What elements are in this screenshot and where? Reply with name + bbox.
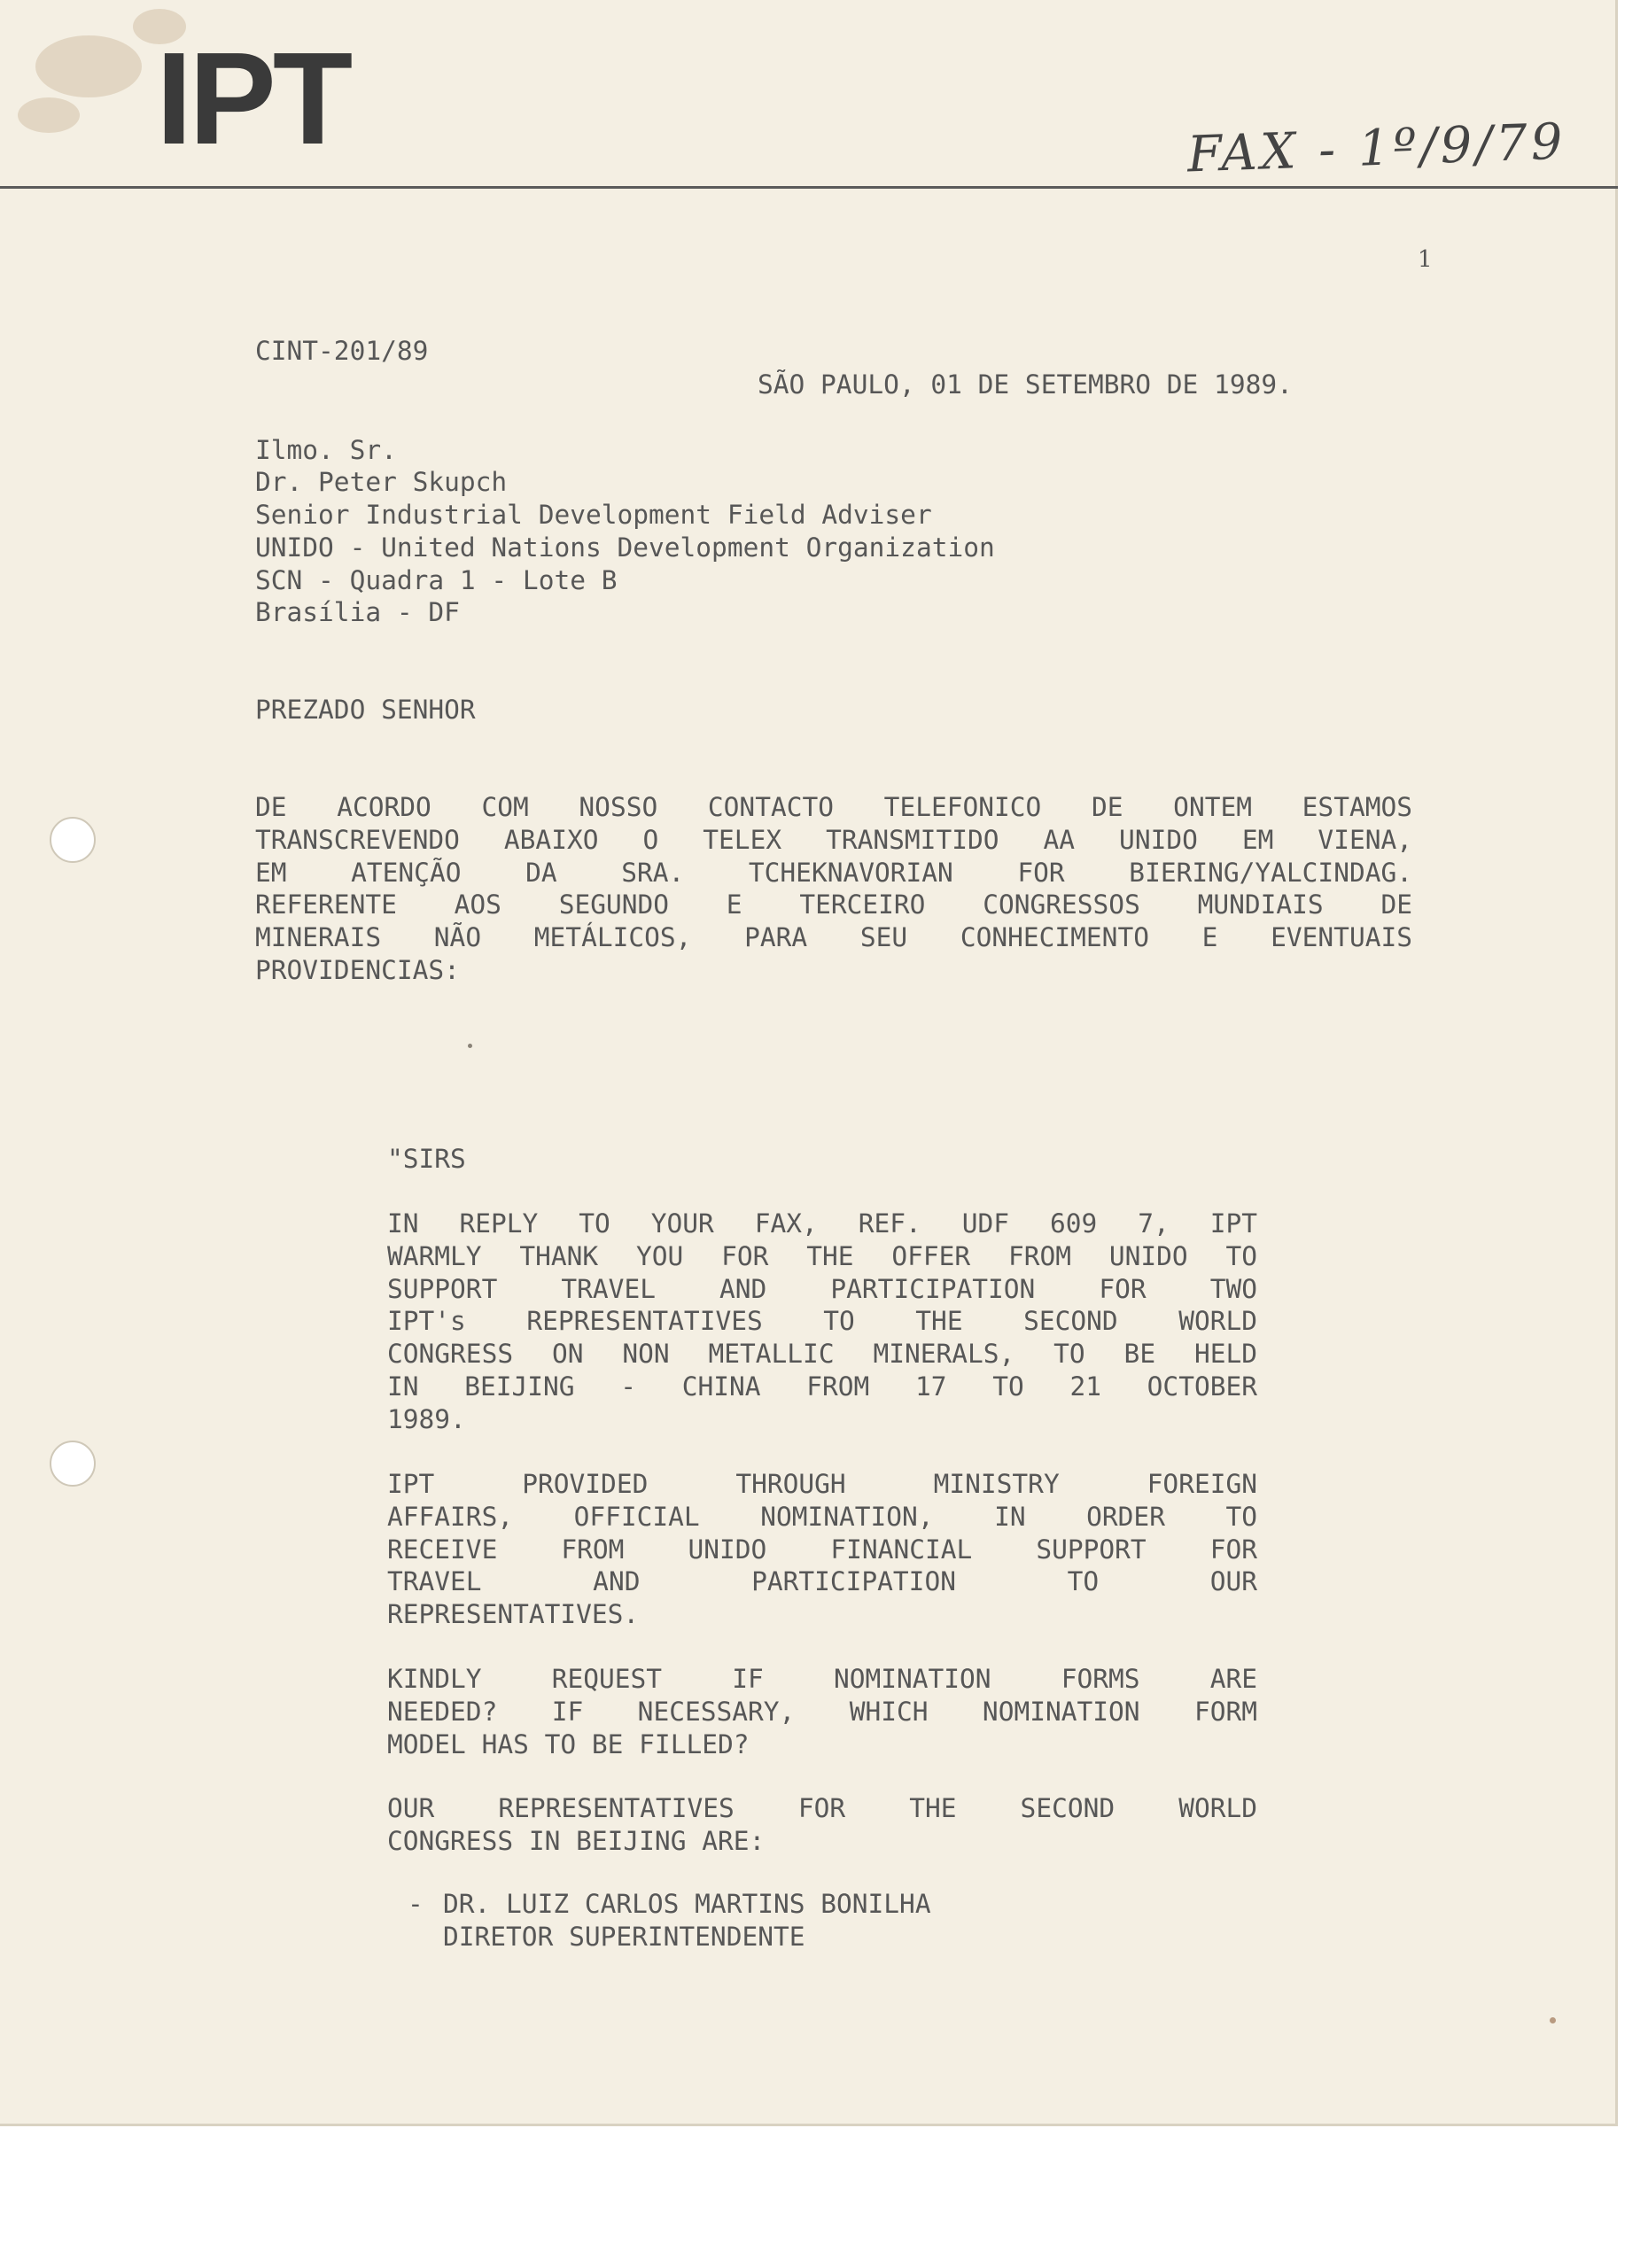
- intro-paragraph: [255, 791, 1412, 987]
- telex-paragraph-3: [387, 1663, 1257, 1760]
- representative-title: DIRETOR SUPERINTENDENTE: [443, 1922, 805, 1952]
- intro-line: MINERAIS NÃO METÁLICOS, PARA SEU CONHECIMENTO E EVENTUAIS: [255, 922, 1412, 953]
- address-line: UNIDO - United Nations Development Organization: [255, 532, 995, 563]
- header-rule: [0, 186, 1618, 189]
- telex-line: TRAVEL AND PARTICIPATION TO OUR: [387, 1566, 1257, 1597]
- telex-line: KINDLY REQUEST IF NOMINATION FORMS ARE: [387, 1664, 1257, 1694]
- punch-hole: [50, 1441, 96, 1487]
- reference-number: CINT-201/89: [255, 336, 429, 366]
- telex-line: SUPPORT TRAVEL AND PARTICIPATION FOR TWO: [387, 1273, 1257, 1304]
- telex-line: REPRESENTATIVES.: [387, 1599, 640, 1630]
- address-line: SCN - Quadra 1 - Lote B: [255, 565, 618, 595]
- salutation: PREZADO SENHOR: [255, 695, 476, 725]
- telex-line: IN REPLY TO YOUR FAX, REF. UDF 609 7, IPT: [387, 1208, 1257, 1239]
- intro-line: DE ACORDO COM NOSSO CONTACTO TELEFONICO DE ONTEM ESTAMOS: [255, 792, 1412, 822]
- address-line: Brasília - DF: [255, 597, 460, 627]
- intro-line: TRANSCREVENDO ABAIXO O TELEX TRANSMITIDO AA UNIDO EM VIENA,: [255, 824, 1412, 855]
- address-line: Ilmo. Sr.: [255, 435, 397, 465]
- intro-line: PROVIDENCIAS:: [255, 954, 460, 985]
- punch-hole: [50, 817, 96, 863]
- telex-line: CONGRESS ON NON METALLIC MINERALS, TO BE HELD: [387, 1339, 1257, 1370]
- telex-line: OUR REPRESENTATIVES FOR THE SECOND WORLD: [387, 1793, 1257, 1823]
- telex-line: IN BEIJING - CHINA FROM 17 TO 21 OCTOBER: [387, 1371, 1257, 1402]
- paper-speck: [1550, 2017, 1556, 2023]
- intro-line: EM ATENÇÃO DA SRA. TCHEKNAVORIAN FOR BIERING/YALCINDAG.: [255, 857, 1412, 888]
- telex-line: 1989.: [387, 1403, 466, 1434]
- telex-paragraph-4: [387, 1792, 1257, 1858]
- telex-line: CONGRESS IN BEIJING ARE:: [387, 1825, 766, 1856]
- place-date: SÃO PAULO, 01 DE SETEMBRO DE 1989.: [758, 369, 1293, 400]
- telex-line: IPT PROVIDED THROUGH MINISTRY FOREIGN: [387, 1469, 1257, 1499]
- paper-stain: [18, 97, 80, 133]
- representative-name: DR. LUIZ CARLOS MARTINS BONILHA: [443, 1889, 931, 1919]
- telex-line: AFFAIRS, OFFICIAL NOMINATION, IN ORDER TO: [387, 1501, 1257, 1532]
- telex-line: NEEDED? IF NECESSARY, WHICH NOMINATION FORM: [387, 1696, 1257, 1727]
- telex-line: IPT's REPRESENTATIVES TO THE SECOND WORLD: [387, 1306, 1257, 1337]
- handwritten-fax-note: FAX - 1º/9/79: [1185, 113, 1567, 184]
- representative-bullet: -: [408, 1889, 424, 1919]
- page-number: 1: [1418, 246, 1433, 273]
- address-line: Senior Industrial Development Field Adviser: [255, 500, 932, 530]
- intro-line: REFERENTE AOS SEGUNDO E TERCEIRO CONGRESSOS MUNDIAIS DE: [255, 889, 1412, 920]
- telex-line: WARMLY THANK YOU FOR THE OFFER FROM UNIDO TO: [387, 1240, 1257, 1271]
- paper-speck: [468, 1044, 472, 1048]
- telex-line: MODEL HAS TO BE FILLED?: [387, 1728, 750, 1759]
- paper-stain: [35, 35, 142, 97]
- telex-opening: "SIRS: [387, 1144, 466, 1174]
- address-line: Dr. Peter Skupch: [255, 467, 508, 497]
- telex-paragraph-2: [387, 1468, 1257, 1631]
- telex-paragraph-1: [387, 1208, 1257, 1436]
- ipt-logo: IPT: [156, 26, 350, 172]
- telex-line: RECEIVE FROM UNIDO FINANCIAL SUPPORT FOR: [387, 1534, 1257, 1565]
